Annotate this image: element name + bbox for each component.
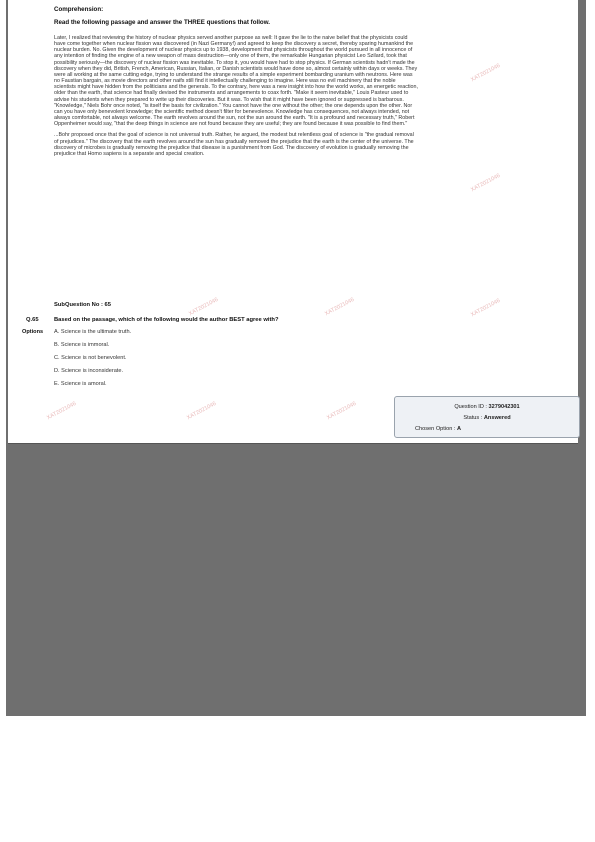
question-row: [26, 317, 279, 323]
question-id-label: Question ID :: [454, 404, 487, 410]
comprehension-heading: Comprehension:: [54, 6, 104, 13]
comprehension-instruction: Read the following passage and answer the THREE questions that follow.: [54, 19, 271, 26]
watermark: XAT2021046: [186, 400, 218, 422]
status-box: [394, 396, 580, 438]
passage-paragraph-2: ...Bohr proposed once that the goal of science is not universal truth. Rather, he argued, the modest but relentless goal of science is "the gradual removal of prejudices." The discovery that the earth revolves around the sun has gradually removed the prejudice that the earth is the center of the universe. The discovery of microbes is gradually removing the prejudice that disease is a punishment from God. The discovery of evolution is gradually removing the prejudice that Homo sapiens is a separate and special creation.: [54, 132, 414, 157]
chosen-option-value: A: [457, 426, 462, 432]
passage-text: [54, 35, 418, 157]
chosen-option-line: [415, 426, 595, 432]
question-id-value: 3279042301: [488, 404, 520, 410]
watermark: XAT2021046: [470, 172, 502, 194]
chosen-option-label: Chosen Option :: [415, 426, 456, 432]
options-label: Options: [22, 329, 44, 335]
status-line: [395, 415, 579, 421]
option-a[interactable]: A. Science is the ultimate truth.: [54, 329, 132, 335]
subquestion-label: SubQuestion No : 65: [54, 302, 112, 308]
watermark: XAT2021046: [46, 400, 78, 422]
status-label: Status :: [463, 415, 483, 421]
question-panel: [8, 0, 578, 444]
options-list: [54, 329, 131, 394]
option-d[interactable]: D. Science is inconsiderate.: [54, 368, 124, 374]
watermark: XAT2021046: [470, 62, 502, 84]
watermark: XAT2021046: [324, 296, 356, 318]
question-number: Q.65: [26, 317, 39, 323]
watermark: XAT2021046: [326, 400, 358, 422]
question-text: Based on the passage, which of the following would the author BEST agree with?: [54, 317, 279, 323]
watermark: XAT2021046: [470, 297, 502, 319]
option-c[interactable]: C. Science is not benevolent.: [54, 355, 127, 361]
passage-paragraph-1: Later, I realized that reviewing the history of nuclear physics served another purpose as well: It gave the lie to the naive belief that the physicists could have come together when nuclear fission was discovered (in Nazi Germany!) and agreed to keep the discovery a secret, thereby sparing humankind the nuclear burden. No. Given the development of nuclear physics up to 1938, development that physicists throughout the world pursued in all innocence of any intention of finding the engine of a new weapon of mass destruction—only one of them, the remarkable Hungarian physicist Leo Szilard, took that possibility seriously—the discovery of nuclear fission was inevitable. To stop it, you would have had to stop physics. If German scientists hadn't made the discovery when they did, British, French, American, Russian, Italian, or Danish scientists would have done so, almost certainly within days or weeks. They were all working at the same cutting edge, trying to understand the strange results of a simple experiment bombarding uranium with neutrons. Here was no Faustian bargain, as movie directors and other naifs still find it intellectually challenging to imagine. Here was no evil machinery that the noble scientists might have hidden from the politicians and the generals. To the contrary, here was a new insight into how the world works, an energetic reaction, older than the earth, that science had finally devised the instruments and arrangements to coax forth. "Make it seem inevitable," Louis Pasteur used to advise his students when they prepared to write up their discoveries. But it was. To wish that it might have been ignored or suppressed is barbarous. "Knowledge," Niels Bohr once noted, "is itself the basis for civilization." You cannot have the one without the other; the one depends upon the other. Nor can you have only benevolent knowledge; the scientific method doesn't filter for benevolence. Knowledge has consequences, not always intended, not always comfortable, not always welcome. The earth revolves around the sun, not the sun around the earth. "It is a profound and necessary truth," Robert Oppenheimer would say, "that the deep things in science are not found because they are useful; they are found because it was possible to find them.": [54, 35, 418, 128]
status-value: Answered: [483, 415, 511, 421]
option-b[interactable]: B. Science is immoral.: [54, 342, 110, 348]
watermark: XAT2021046: [188, 296, 220, 318]
question-id-line: [395, 404, 579, 410]
option-e[interactable]: E. Science is amoral.: [54, 381, 107, 387]
